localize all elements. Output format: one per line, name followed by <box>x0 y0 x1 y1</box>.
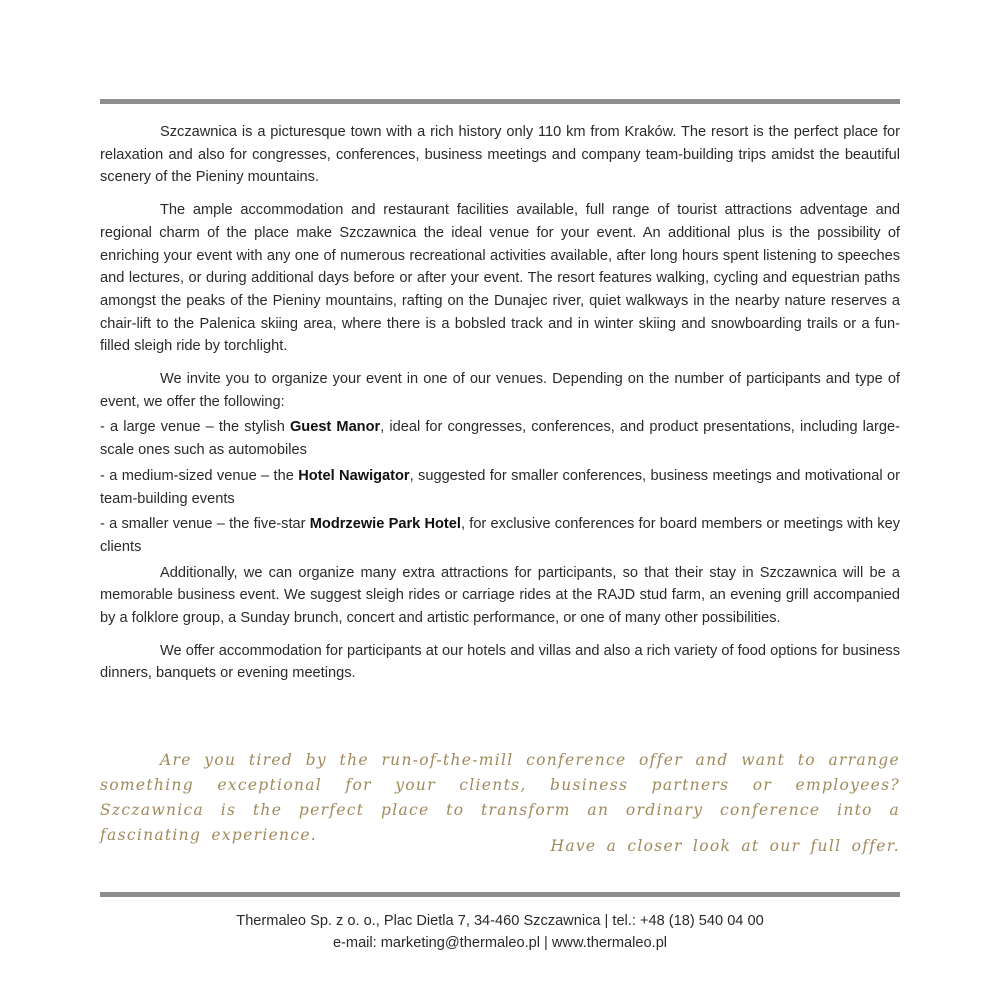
venue-prefix: - a medium-sized venue – the <box>100 467 299 484</box>
venue-suffix: , ideal for congresses, conferences, and product presentations, including large-scale ones such as automobiles <box>100 419 900 459</box>
venue-suffix: , for exclusive conferences for board members or meetings with key clients <box>100 516 901 555</box>
venue-item <box>100 465 900 510</box>
accommodation-paragraph: We offer accommodation for participants at our hotels and villas and also a rich variety of food options for business dinners, banquets or evening meetings. <box>100 642 900 682</box>
venue-prefix: - a large venue – the stylish <box>100 419 290 436</box>
venue-name: Hotel Nawigator <box>298 467 410 484</box>
venue-name: Guest Manor <box>289 419 381 436</box>
venues-intro-paragraph: We invite you to organize your event in one of our venues. Depending on the number of participants and type of event, we offer the following: <box>100 371 900 410</box>
footer <box>100 910 900 954</box>
venue-suffix: , suggested for smaller conferences, business meetings and motivational or team-building events <box>100 467 900 507</box>
venue-item <box>100 416 900 461</box>
footer-address-line: Thermaleo Sp. z o. o., Plac Dietla 7, 34-460 Szczawnica | tel.: +48 (18) 540 04 00 <box>236 913 764 929</box>
closing-signoff: Have a closer look at our full offer. <box>550 837 900 855</box>
venue-name: Modrzewie Park Hotel <box>309 516 461 533</box>
bottom-divider <box>100 892 900 897</box>
facilities-paragraph: The ample accommodation and restaurant facilities available, full range of tourist attractions adventage and regional charm of the place make Szczawnica the ideal venue for your event. An additional plus is the possibility of enriching your event with any one of numerous recreational activities available, after long hours spent listening to speeches and lectures, or during additional days before or after your event. The resort features walking, cycling and equestrian paths amongst the peaks of the Pieniny mountains, rafting on the Dunajec river, quiet walkways in the nearby nature reserves a chair-lift to the Palenica skiing area, where there is a bobsled track and in winter skiing and snowboarding trails or a fun-filled sleigh ride by torchlight. <box>100 202 900 355</box>
attractions-paragraph: Additionally, we can organize many extra attractions for participants, so that their stay in Szczawnica will be a memorable business event. We suggest sleigh rides or carriage rides at the RAJD stud farm, an evening grill accompanied by a folklore group, a Sunday brunch, concert and artistic performance, or one of many other possibilities. <box>100 564 900 627</box>
venue-prefix: - a smaller venue – the five-star <box>100 516 310 533</box>
top-divider <box>100 99 900 104</box>
venue-item <box>100 513 900 558</box>
closing-script-text: Are you tired by the run-of-the-mill conference offer and want to arrange something exceptional for your clients, business partners or employees? Szczawnica is the perfect place to transform an ordinary conference into a fascinating experience. <box>100 751 900 844</box>
body-text <box>100 121 900 685</box>
footer-contact-line: e-mail: marketing@thermaleo.pl | www.thermaleo.pl <box>332 935 668 951</box>
intro-paragraph: Szczawnica is a picturesque town with a rich history only 110 km from Kraków. The resort is the perfect place for relaxation and also for congresses, conferences, business meetings and company team-building trips amidst the beautiful scenery of the Pieniny mountains. <box>100 124 900 186</box>
